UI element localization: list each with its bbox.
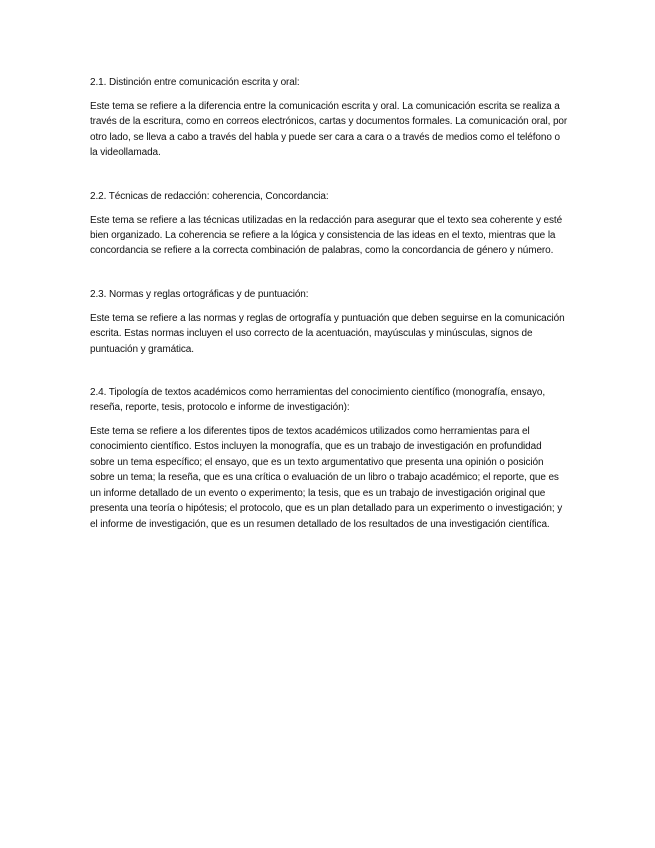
section-paragraph: Este tema se refiere a los diferentes tipos de textos académicos utilizados como herramientas para el conocimiento científico. Estos incluyen la monografía, que es un trabajo de investigación en profundidad sobre un tema específico; el ensayo, que es un texto argumentativo que presenta una opinión o posición sobre un tema; la reseña, que es una crítica o evaluación de un libro o trabajo académico; el reporte, que es un informe detallado de un evento o experimento; la tesis, que es un trabajo de investigación original que presenta una teoría o hipótesis; el protocolo, que es un plan detallado para un experimento o investigación; y el informe de investigación, que es un resumen detallado de los resultados de una investigación científica. (90, 426, 563, 530)
section-heading: 2.3. Normas y reglas ortográficas y de puntuación: (90, 288, 309, 300)
section-2-4 (90, 385, 568, 532)
section-paragraph: Este tema se refiere a las normas y reglas de ortografía y puntuación que deben seguirse en la comunicación escrita. Estas normas incluyen el uso correcto de la acentuación, mayúsculas y minúsculas, signos de puntuación y gramática. (90, 312, 565, 355)
section-heading: 2.4. Tipología de textos académicos como herramientas del conocimiento científico (monografía, ensayo, reseña, reporte, tesis, protocolo e informe de investigación): (90, 387, 546, 414)
section-2-3 (90, 287, 568, 357)
section-paragraph: Este tema se refiere a la diferencia entre la comunicación escrita y oral. La comunicación escrita se realiza a través de la escritura, como en correos electrónicos, cartas y documentos formales. La comunicación oral, por otro lado, se lleva a cabo a través del habla y puede ser cara a cara o a través de medios como el teléfono o la videollamada. (90, 101, 568, 159)
document-body (90, 75, 568, 562)
section-paragraph: Este tema se refiere a las técnicas utilizadas en la redacción para asegurar que el texto sea coherente y esté bien organizado. La coherencia se refiere a la lógica y consistencia de las ideas en el texto, mientras que la concordancia se refiere a la correcta combinación de palabras, como la concordancia de género y número. (90, 214, 563, 257)
section-2-2 (90, 189, 568, 259)
section-heading: 2.1. Distinción entre comunicación escrita y oral: (90, 77, 300, 88)
section-heading: 2.2. Técnicas de redacción: coherencia, Concordancia: (90, 190, 329, 202)
section-2-1 (90, 75, 568, 161)
